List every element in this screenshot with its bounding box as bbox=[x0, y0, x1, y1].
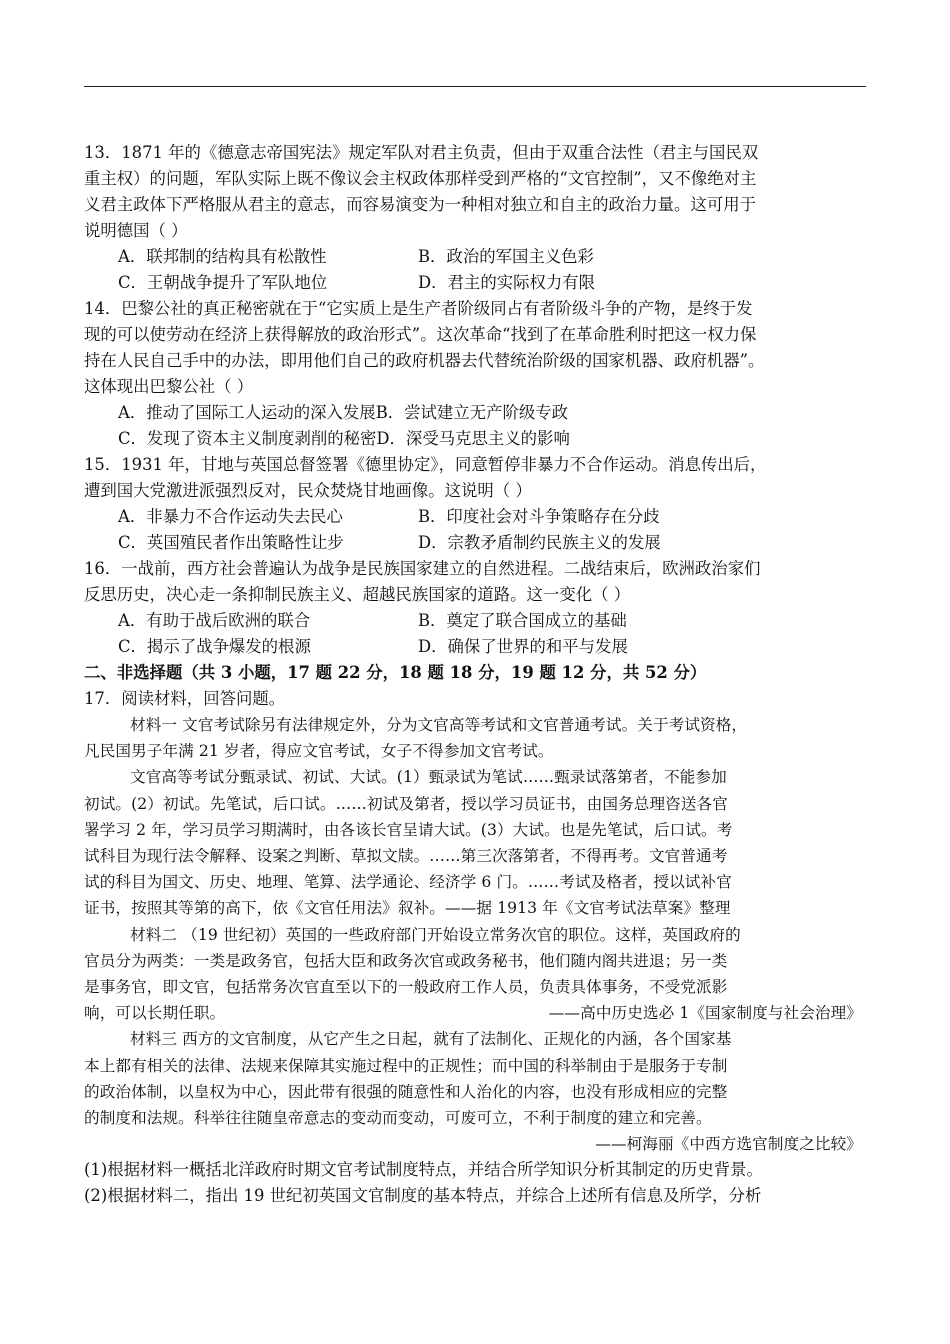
option-c: C．王朝战争提升了军队地位 bbox=[118, 273, 328, 292]
options-row bbox=[84, 244, 874, 270]
question-line: 反思历史，决心走一条抑制民族主义、超越民族国家的道路。这一变化（ ） bbox=[84, 585, 631, 604]
options-row bbox=[84, 270, 874, 296]
option-d: D．确保了世界的和平与发展 bbox=[418, 637, 628, 656]
option-c-d: C．发现了资本主义制度剥削的秘密D．深受马克思主义的影响 bbox=[118, 429, 570, 448]
question-17-intro: 17．阅读材料，回答问题。 bbox=[84, 689, 286, 708]
material-source: ——柯海丽《中西方选官制度之比较》 bbox=[595, 1135, 862, 1154]
option-a: A．联邦制的结构具有松散性 bbox=[118, 247, 327, 266]
material-line: 凡民国男子年满 21 岁者，得应文官考试，女子不得参加文官考试。 bbox=[84, 742, 554, 761]
option-a: A．有助于战后欧洲的联合 bbox=[118, 611, 311, 630]
material-line: 官员分为两类：一类是政务官，包括大臣和政务次官或政务秘书，他们随内阁共进退；另一类 bbox=[84, 951, 728, 970]
option-b: B．奠定了联合国成立的基础 bbox=[418, 611, 627, 630]
material-line: 的政治体制，以皇权为中心，因此带有很强的随意性和人治化的内容，也没有形成相应的完整 bbox=[84, 1082, 728, 1101]
question-16 bbox=[84, 556, 874, 660]
material-line: 文官高等考试分甄录试、初试、大试。(1）甄录试为笔试……甄录试落第者，不能参加 bbox=[130, 768, 727, 787]
options-row bbox=[84, 426, 874, 452]
option-b: B．政治的军国主义色彩 bbox=[418, 247, 594, 266]
question-line: 重主权）的问题，军队实际上既不像议会主权政体那样受到严格的“文官控制”，又不像绝对主 bbox=[84, 169, 757, 188]
option-d: D．君主的实际权力有限 bbox=[418, 273, 596, 292]
material-line: 是事务官，即文官，包括常务次官直至以下的一般政府工作人员，负责具体事务，不受党派影 bbox=[84, 978, 728, 997]
material-line: 证书，按照其等第的高下，依《文官任用法》叙补。——据 1913 年《文官考试法草案》整理 bbox=[84, 899, 731, 918]
material-2 bbox=[84, 922, 874, 1027]
material-1 bbox=[84, 712, 874, 922]
material-line: 材料二 （19 世纪初）英国的一些政府部门开始设立常务次官的职位。这样，英国政府的 bbox=[130, 925, 741, 944]
header-rule bbox=[84, 86, 866, 87]
question-line: 这体现出巴黎公社（ ） bbox=[84, 377, 254, 396]
material-source: ——高中历史选必 1《国家制度与社会治理》 bbox=[548, 1004, 862, 1023]
material-line: 本上都有相关的法律、法规来保障其实施过程中的正规性；而中国的科举制由于是服务于专制 bbox=[84, 1056, 728, 1075]
sub-question-1: (1)根据材料一概括北洋政府时期文官考试制度特点，并结合所学知识分析其制定的历史背景。 bbox=[84, 1160, 763, 1180]
material-line: 的制度和法规。科举往往随皇帝意志的变动而变动，可废可立，不利于制度的建立和完善。 bbox=[84, 1109, 712, 1128]
question-14 bbox=[84, 296, 874, 452]
option-c: C．英国殖民者作出策略性让步 bbox=[118, 533, 344, 552]
material-text: 响，可以长期任职。 bbox=[84, 1004, 226, 1023]
material-line: 初试。(2）初试。先笔试，后口试。……初试及第者，授以学习员证书，由国务总理咨送各官 bbox=[84, 794, 728, 813]
section-heading: 二、非选择题（共 3 小题，17 题 22 分，18 题 18 分，19 题 12 分，共 52 分） bbox=[84, 663, 707, 682]
question-13 bbox=[84, 140, 874, 296]
question-line: 13．1871 年的《德意志帝国宪法》规定军队对君主负责，但由于双重合法性（君主与国民双 bbox=[84, 143, 759, 162]
exam-page-content bbox=[84, 140, 874, 1209]
material-line: 试的科目为国文、历史、地理、笔算、法学通论、经济学 6 门。……考试及格者，授以试补官 bbox=[84, 873, 732, 892]
option-c: C．揭示了战争爆发的根源 bbox=[118, 637, 311, 656]
options-row bbox=[84, 530, 874, 556]
options-row bbox=[84, 634, 874, 660]
material-line: 材料三 西方的文官制度，从它产生之日起，就有了法制化、正规化的内涵，各个国家基 bbox=[130, 1030, 732, 1049]
question-line: 现的可以使劳动在经济上获得解放的政治形式”。这次革命“找到了在革命胜利时把这一权力保 bbox=[84, 325, 757, 344]
option-d: D．宗教矛盾制约民族主义的发展 bbox=[418, 533, 661, 552]
question-line: 义君主政体下严格服从君主的意志，而容易演变为一种相对独立和自主的政治力量。这可用于 bbox=[84, 195, 757, 214]
option-b: B．印度社会对斗争策略存在分歧 bbox=[418, 507, 660, 526]
question-15 bbox=[84, 452, 874, 556]
material-line: 材料一 文官考试除另有法律规定外，分为文官高等考试和文官普通考试。关于考试资格， bbox=[130, 716, 748, 734]
question-line: 14．巴黎公社的真正秘密就在于“它实质上是生产者阶级同占有者阶级斗争的产物，是终于发 bbox=[84, 299, 753, 318]
material-line: 试科目为现行法令解释、设案之判断、草拟文牍。……第三次落第者，不得再考。文官普通考 bbox=[84, 847, 728, 866]
question-line: 说明德国（ ） bbox=[84, 221, 188, 240]
material-3 bbox=[84, 1026, 874, 1157]
sub-question-2: (2)根据材料二，指出 19 世纪初英国文官制度的基本特点，并综合上述所有信息及所学，分析 bbox=[84, 1186, 762, 1206]
question-line: 16．一战前，西方社会普遍认为战争是民族国家建立的自然进程。二战结束后，欧洲政治家们 bbox=[84, 559, 761, 578]
options-row bbox=[84, 608, 874, 634]
options-row bbox=[84, 400, 874, 426]
question-line: 持在人民自己手中的办法，即用他们自己的政府机器去代替统治阶级的国家机器、政府机器”。 bbox=[84, 351, 765, 370]
material-line: 署学习 2 年，学习员学习期满时，由各该长官呈请大试。(3）大试。也是先笔试，后口试。考 bbox=[84, 820, 733, 839]
options-row bbox=[84, 504, 874, 530]
question-line: 遭到国大党激进派强烈反对，民众焚烧甘地画像。这说明（ ） bbox=[84, 481, 532, 500]
question-line: 15．1931 年，甘地与英国总督签署《德里协定》，同意暂停非暴力不合作运动。消息传出后， bbox=[84, 455, 767, 474]
material-line bbox=[84, 1000, 874, 1026]
option-a: A．非暴力不合作运动失去民心 bbox=[118, 507, 343, 526]
option-a-b: A．推动了国际工人运动的深入发展B．尝试建立无产阶级专政 bbox=[118, 403, 569, 422]
